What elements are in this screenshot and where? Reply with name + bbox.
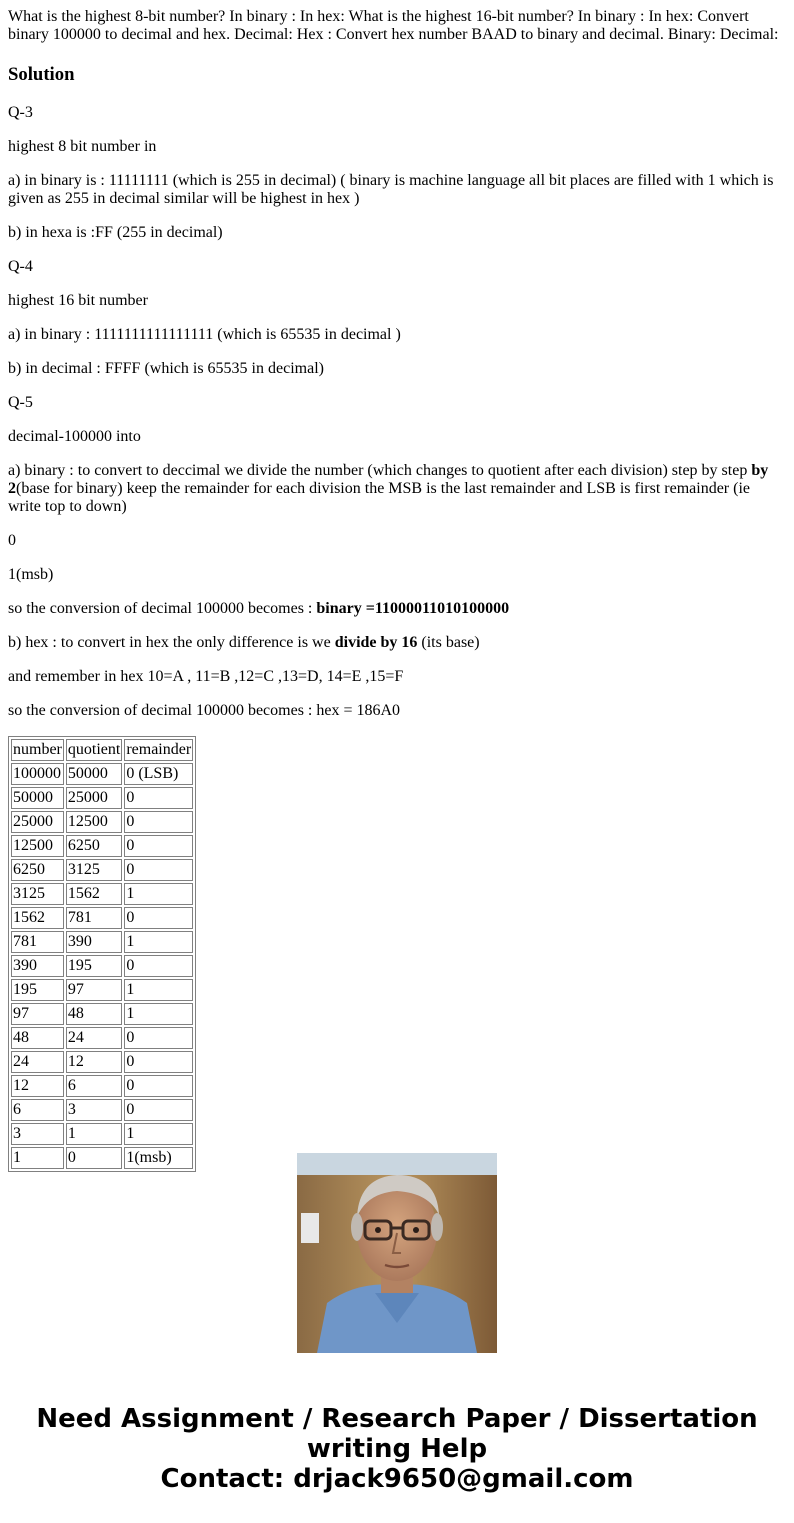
cell-quotient: 3 [66,1099,122,1121]
cell-number: 1562 [11,907,64,929]
cell-remainder: 0 [124,1027,193,1049]
author-avatar [297,1153,497,1353]
cell-remainder: 0 [124,787,193,809]
cell-quotient: 195 [66,955,122,977]
q5-binary-result [8,600,784,618]
table-row [11,859,193,881]
division-table [8,736,196,1172]
q3-answer-b: b) in hexa is :FF (255 in decimal) [8,224,223,241]
table-row [11,787,193,809]
q4-answer-a: a) in binary : 1111111111111111 (which is 65535 in decimal ) [8,326,401,343]
q5-zero: 0 [8,532,16,549]
q3-answer-a: a) in binary is : 11111111 (which is 255 in decimal) ( binary is machine language all bit places are filled with 1 which is given as 255 in decimal similar will be highest in hex ) [8,172,774,207]
cell-remainder: 1 [124,883,193,905]
cell-number: 12 [11,1075,64,1097]
table-row [11,763,193,785]
cell-quotient: 24 [66,1027,122,1049]
table-row [11,1027,193,1049]
cell-number: 6250 [11,859,64,881]
cell-quotient: 12 [66,1051,122,1073]
cell-quotient: 48 [66,1003,122,1025]
table-row [11,931,193,953]
cell-remainder: 1(msb) [124,1147,193,1169]
author-photo [297,1153,497,1353]
cell-number: 390 [11,955,64,977]
cell-quotient: 3125 [66,859,122,881]
q5-b-bold: divide by 16 [334,634,418,651]
q3-intro: highest 8 bit number in [8,138,157,155]
table-header-number: number [11,739,64,761]
q5-msb: 1(msb) [8,566,54,583]
cell-quotient: 1 [66,1123,122,1145]
cell-remainder: 0 [124,907,193,929]
cell-quotient: 0 [66,1147,122,1169]
q4-intro: highest 16 bit number [8,292,148,309]
table-row [11,1051,193,1073]
q5-a-bold: by 2 [8,462,769,497]
cell-remainder: 1 [124,1003,193,1025]
table-row [11,1003,193,1025]
q4-answer-b: b) in decimal : FFFF (which is 65535 in decimal) [8,360,324,377]
cell-number: 50000 [11,787,64,809]
cell-remainder: 0 (LSB) [124,763,193,785]
q4-label: Q-4 [8,258,33,275]
table-row [11,979,193,1001]
table-row [11,835,193,857]
cell-quotient: 781 [66,907,122,929]
table-row [11,955,193,977]
cell-quotient: 25000 [66,787,122,809]
cell-number: 195 [11,979,64,1001]
q5-b-pre: b) hex : to convert in hex the only difference is we [8,634,335,651]
question-text: What is the highest 8-bit number? In binary : In hex: What is the highest 16-bit number? In binary : In hex: Convert binary 100000 to decimal and hex. Decimal: Hex : Convert hex number BAAD to binary and decimal. Binary: Decimal: [8,8,779,43]
cell-number: 25000 [11,811,64,833]
table-row [11,907,193,929]
cell-quotient: 6 [66,1075,122,1097]
q5-a-post: (base for binary) keep the remainder for each division the MSB is the last remainder and LSB is first remainder (ie write top to down) [8,480,750,515]
footer-line-1: Need Assignment / Research Paper / Dissertation [36,1404,758,1434]
q5-answer-b [8,634,784,652]
cell-quotient: 97 [66,979,122,1001]
cell-number: 3 [11,1123,64,1145]
division-table-clip [8,736,784,1166]
table-row [11,1147,193,1169]
cell-remainder: 1 [124,1123,193,1145]
cell-number: 12500 [11,835,64,857]
table-row [11,883,193,905]
cell-remainder: 0 [124,1099,193,1121]
cell-remainder: 0 [124,859,193,881]
cell-quotient: 1562 [66,883,122,905]
cell-number: 781 [11,931,64,953]
binary-result-bold: binary =11000011010100000 [316,600,510,617]
cell-remainder: 0 [124,835,193,857]
table-row [11,1099,193,1121]
q5-a-pre: a) binary : to convert to deccimal we divide the number (which changes to quotient after each division) step by step [8,462,752,479]
q3-label: Q-3 [8,104,33,121]
table-header-row [11,739,193,761]
q5-hex-result: so the conversion of decimal 100000 becomes : hex = 186A0 [8,702,401,719]
cell-number: 3125 [11,883,64,905]
q5-intro: decimal-100000 into [8,428,141,445]
cell-number: 24 [11,1051,64,1073]
table-row [11,1075,193,1097]
cell-quotient: 6250 [66,835,122,857]
table-row [11,811,193,833]
cell-remainder: 0 [124,811,193,833]
binary-result-pre: so the conversion of decimal 100000 becomes : [8,600,317,617]
cell-number: 48 [11,1027,64,1049]
q5-hex-note: and remember in hex 10=A , 11=B ,12=C ,13=D, 14=E ,15=F [8,668,404,685]
cell-remainder: 1 [124,931,193,953]
footer-contact: Contact: drjack9650@gmail.com [160,1464,634,1494]
cell-number: 97 [11,1003,64,1025]
cell-remainder: 0 [124,955,193,977]
q5-answer-a [8,462,784,516]
footer-banner [0,1404,794,1494]
table-row [11,1123,193,1145]
cell-remainder: 0 [124,1075,193,1097]
cell-number: 6 [11,1099,64,1121]
cell-quotient: 12500 [66,811,122,833]
solution-heading: Solution [8,64,75,85]
cell-remainder: 1 [124,979,193,1001]
footer-line-2: writing Help [306,1434,488,1464]
cell-remainder: 0 [124,1051,193,1073]
cell-number: 1 [11,1147,64,1169]
cell-number: 100000 [11,763,64,785]
q5-b-post: (its base) [417,634,480,651]
cell-quotient: 390 [66,931,122,953]
table-header-quotient: quotient [66,739,122,761]
q5-label: Q-5 [8,394,33,411]
table-header-remainder: remainder [124,739,193,761]
document-body [8,8,784,1166]
cell-quotient: 50000 [66,763,122,785]
